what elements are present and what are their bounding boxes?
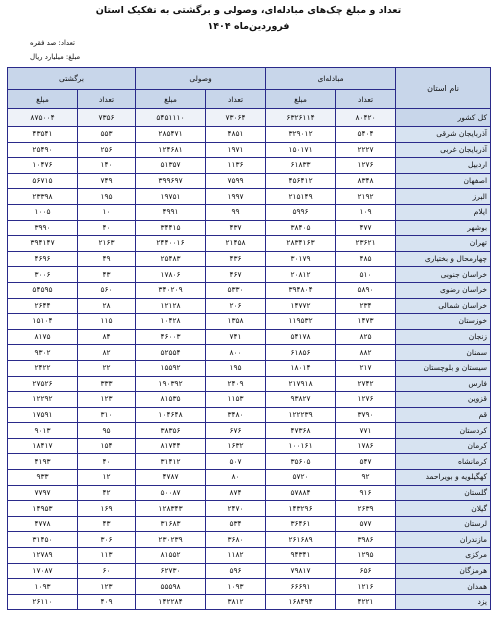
province-name: آذربایجان شرقی [396,127,491,143]
cell-co-a: ۵۰۰۸۷ [136,485,206,501]
cell-ex-c: ۲۱۷ [336,360,396,376]
cell-co-a: ۱۲۴۶۸۱ [136,142,206,158]
group-header-collected: وصولی [136,68,266,90]
cell-ex-c: ۳۹۸۶ [336,532,396,548]
cell-co-a: ۳۱۴۱۲ [136,454,206,470]
cell-re-c: ۷۴۹ [78,173,136,189]
cell-ex-c: ۱۰۹ [336,204,396,220]
cell-ex-c: ۷۷۱ [336,423,396,439]
cell-ex-c: ۱۲۹۵ [336,548,396,564]
province-name: اصفهان [396,173,491,189]
cell-ex-a: ۱۱۹۵۳۲ [266,314,336,330]
province-name: گلستان [396,485,491,501]
cell-co-a: ۴۷۸۷ [136,470,206,486]
table-row [8,220,491,236]
table-row [8,109,491,127]
cell-re-a: ۹۰۱۳ [8,423,78,439]
cell-ex-c: ۲۱۹۲ [336,189,396,205]
cell-re-c: ۱۰ [78,204,136,220]
cell-co-c: ۵۰۷ [206,454,266,470]
cell-co-a: ۲۸۵۴۷۱ [136,127,206,143]
cell-re-a: ۲۵۴۹۰ [8,142,78,158]
cell-co-c: ۸۰ [206,470,266,486]
cell-co-c: ۴۶۷ [206,267,266,283]
amount-unit-note: مبلغ: میلیارد ریال [30,53,81,61]
table-row [8,282,491,298]
cell-co-a: ۳۴۴۱۵ [136,220,206,236]
table-row [8,236,491,252]
province-name: کل کشور [396,109,491,127]
cell-re-a: ۱۷۵۹۱ [8,407,78,423]
cell-co-c: ۲۴۰۹ [206,376,266,392]
cell-re-c: ۳۳۳ [78,376,136,392]
cell-re-a: ۴۷۷۸ [8,516,78,532]
cell-co-a: ۱۰۴۲۸ [136,314,206,330]
table-row [8,454,491,470]
table-row [8,142,491,158]
cell-re-c: ۴۳ [78,267,136,283]
table-row [8,329,491,345]
cell-re-c: ۲۲ [78,360,136,376]
cell-ex-c: ۶۵۶ [336,563,396,579]
cell-co-c: ۱۰۹۳ [206,579,266,595]
amount-header: مبلغ [266,90,336,109]
cell-ex-c: ۵۴۷ [336,454,396,470]
cell-ex-c: ۳۷۹۰ [336,407,396,423]
province-header: نام استان [396,68,491,109]
table-row [8,423,491,439]
cell-ex-c: ۲۶۳۹ [336,501,396,517]
province-name: خراسان شمالی [396,298,491,314]
cell-co-a: ۵۴۵۱۱۱۰ [136,109,206,127]
cell-ex-c: ۲۳۶۲۱ [336,236,396,252]
cell-ex-c: ۸۰۴۲۰ [336,109,396,127]
cell-ex-c: ۲۷۴۲ [336,376,396,392]
cell-ex-a: ۱۰۰۱۶۱ [266,438,336,454]
cell-re-a: ۵۴۵۹۵ [8,282,78,298]
cell-re-c: ۳۰۶ [78,532,136,548]
cell-re-a: ۳۹۴۱۴۷ [8,236,78,252]
province-name: کرمانشاه [396,454,491,470]
cell-co-a: ۱۰۴۶۴۸ [136,407,206,423]
cell-co-a: ۴۶۰۰۳ [136,329,206,345]
cell-co-a: ۵۱۳۵۷ [136,158,206,174]
province-name: سیستان و بلوچستان [396,360,491,376]
cell-co-a: ۳۹۹۶۹۷ [136,173,206,189]
cell-re-a: ۲۳۳۹۸ [8,189,78,205]
province-name: قم [396,407,491,423]
cell-ex-a: ۶۱۸۳۳ [266,158,336,174]
cell-ex-a: ۲۸۳۴۱۶۳ [266,236,336,252]
cell-ex-a: ۱۲۲۲۳۹ [266,407,336,423]
table-row [8,594,491,610]
province-name: کرمان [396,438,491,454]
amount-header: مبلغ [8,90,78,109]
cell-co-a: ۲۴۴۰۰۱۶ [136,236,206,252]
cell-re-c: ۴۰ [78,220,136,236]
cell-co-a: ۱۹۰۳۹۲ [136,376,206,392]
cell-co-c: ۵۹۶ [206,563,266,579]
cell-co-c: ۲۴۷۰ [206,501,266,517]
cell-ex-a: ۶۶۶۹۱ [266,579,336,595]
cell-co-a: ۸۱۷۴۴ [136,438,206,454]
table-row [8,158,491,174]
cell-co-c: ۱۹۷۱ [206,142,266,158]
cell-co-a: ۶۲۷۳۰ [136,563,206,579]
cell-re-a: ۴۱۹۳ [8,454,78,470]
cell-ex-a: ۴۷۳۶۸ [266,423,336,439]
cell-co-a: ۳۱۶۸۳ [136,516,206,532]
cell-re-a: ۱۲۲۹۲ [8,392,78,408]
province-name: اردبیل [396,158,491,174]
amount-header: مبلغ [136,90,206,109]
cell-co-c: ۳۸۱۲ [206,594,266,610]
table-row [8,314,491,330]
cell-co-a: ۲۵۴۸۳ [136,251,206,267]
province-name: فارس [396,376,491,392]
group-header-row [8,68,491,90]
cell-ex-a: ۵۷۲۰ [266,470,336,486]
province-name: تهران [396,236,491,252]
cell-re-a: ۱۷۰۸۷ [8,563,78,579]
province-name: هرمزگان [396,563,491,579]
cell-co-c: ۷۵۹۹ [206,173,266,189]
cell-ex-a: ۱۸۰۱۴ [266,360,336,376]
cell-co-c: ۱۱۳۶ [206,158,266,174]
cell-co-a: ۱۷۸۰۶ [136,267,206,283]
title-line-1: تعداد و مبلغ چک‌های مبادله‌ای، وصولی و برگشتی به تفکیک استان [95,5,402,16]
province-name: مرکزی [396,548,491,564]
cell-re-c: ۴۹ [78,251,136,267]
table-row [8,501,491,517]
count-unit-note: تعداد: صد فقره [30,39,75,47]
cell-ex-a: ۱۴۷۷۲ [266,298,336,314]
cell-re-c: ۱۶۹ [78,501,136,517]
cell-ex-a: ۶۱۸۵۶ [266,345,336,361]
group-header-exchanged: مبادله‌ای [266,68,396,90]
table-body [8,109,491,610]
cell-co-c: ۳۴۸۰ [206,407,266,423]
cell-ex-a: ۱۵۰۱۷۱ [266,142,336,158]
cell-re-a: ۳۰۰۶ [8,267,78,283]
table-row [8,516,491,532]
table-row [8,563,491,579]
cell-ex-c: ۵۴۰۴ [336,127,396,143]
province-name: زنجان [396,329,491,345]
cell-re-a: ۱۸۴۱۷ [8,438,78,454]
cell-ex-a: ۱۴۳۲۹۶ [266,501,336,517]
cell-co-a: ۳۴۰۲۰۹ [136,282,206,298]
cell-co-a: ۸۱۵۳۵ [136,392,206,408]
cell-ex-a: ۳۰۱۷۹ [266,251,336,267]
cheques-table [7,67,491,610]
cell-re-c: ۶۰ [78,563,136,579]
cell-re-a: ۲۴۲۲ [8,360,78,376]
cell-ex-c: ۸۸۲ [336,345,396,361]
cell-co-c: ۵۳۳۰ [206,282,266,298]
cell-co-a: ۲۳۰۲۳۹ [136,532,206,548]
cell-re-c: ۱۴۰ [78,158,136,174]
table-row [8,470,491,486]
cell-ex-c: ۹۲ [336,470,396,486]
table-row [8,485,491,501]
province-name: لرستان [396,516,491,532]
cell-co-c: ۴۳۶ [206,251,266,267]
count-header: تعداد [78,90,136,109]
cell-re-a: ۹۳۰۲ [8,345,78,361]
cell-ex-c: ۴۸۵ [336,251,396,267]
province-name: کهگیلویه و بویراحمد [396,470,491,486]
cell-ex-a: ۷۹۸۱۷ [266,563,336,579]
cell-re-c: ۴۲ [78,485,136,501]
cell-re-c: ۵۵۳ [78,127,136,143]
cell-co-a: ۱۲۱۲۸ [136,298,206,314]
cell-re-c: ۱۲ [78,470,136,486]
cell-co-c: ۷۳۰۶۴ [206,109,266,127]
cell-co-c: ۱۱۵۳ [206,392,266,408]
cell-co-c: ۱۹۹۷ [206,189,266,205]
cell-re-a: ۵۶۷۱۵ [8,173,78,189]
cell-co-a: ۳۸۳۵۶ [136,423,206,439]
table-row [8,548,491,564]
cell-ex-a: ۵۹۹۶ [266,204,336,220]
cell-re-a: ۱۴۹۵۳ [8,501,78,517]
table-row [8,376,491,392]
table-row [8,251,491,267]
province-name: بوشهر [396,220,491,236]
province-name: چهارمحال و بختیاری [396,251,491,267]
cell-ex-c: ۱۴۷۳ [336,314,396,330]
table-row [8,407,491,423]
cell-co-c: ۴۳۷ [206,220,266,236]
cell-co-a: ۵۵۵۹۸ [136,579,206,595]
cell-re-a: ۱۵۱۰۴ [8,314,78,330]
cell-co-c: ۳۶۸۰ [206,532,266,548]
cell-ex-c: ۹۱۶ [336,485,396,501]
cell-co-c: ۱۱۸۲ [206,548,266,564]
table-row [8,204,491,220]
count-header: تعداد [206,90,266,109]
province-name: سمنان [396,345,491,361]
cell-re-c: ۸۲ [78,345,136,361]
cell-re-c: ۴۰۹ [78,594,136,610]
cell-co-c: ۸۰۰ [206,345,266,361]
cell-re-a: ۲۶۱۱۰ [8,594,78,610]
cell-co-c: ۶۷۶ [206,423,266,439]
cell-re-a: ۷۷۹۷ [8,485,78,501]
cell-co-a: ۱۴۲۲۸۴ [136,594,206,610]
cell-ex-a: ۲۰۸۱۲ [266,267,336,283]
cell-co-a: ۱۵۵۹۲ [136,360,206,376]
cell-ex-a: ۲۱۵۱۴۹ [266,189,336,205]
cell-re-c: ۸۴ [78,329,136,345]
table-row [8,127,491,143]
province-name: ایلام [396,204,491,220]
province-name: خراسان جنوبی [396,267,491,283]
cell-re-c: ۵۶۰ [78,282,136,298]
province-name: خراسان رضوی [396,282,491,298]
cell-re-c: ۳۱۰ [78,407,136,423]
title-line-2: فروردین‌ماه ۱۴۰۴ [207,21,290,32]
cell-co-c: ۲۰۶ [206,298,266,314]
province-name: کردستان [396,423,491,439]
cell-re-c: ۱۲۳ [78,392,136,408]
cell-ex-a: ۲۶۱۶۸۹ [266,532,336,548]
table-row [8,298,491,314]
cell-re-a: ۱۲۷۸۹ [8,548,78,564]
cell-ex-a: ۳۸۴۰۵ [266,220,336,236]
table-row [8,173,491,189]
province-name: مازندران [396,532,491,548]
cell-ex-a: ۳۲۹۰۱۲ [266,127,336,143]
province-name: البرز [396,189,491,205]
table-row [8,532,491,548]
cell-ex-c: ۵۱۰ [336,267,396,283]
cell-re-c: ۷۳۵۶ [78,109,136,127]
cell-ex-c: ۱۲۱۶ [336,579,396,595]
cell-ex-a: ۲۱۷۹۱۸ [266,376,336,392]
cell-re-a: ۳۹۹۰ [8,220,78,236]
cell-ex-a: ۹۳۸۲۷ [266,392,336,408]
cell-ex-c: ۵۸۹۰ [336,282,396,298]
cell-ex-c: ۴۲۲۱ [336,594,396,610]
cell-ex-a: ۴۵۶۴۱۲ [266,173,336,189]
group-header-returned: برگشتی [8,68,136,90]
cell-co-c: ۹۹ [206,204,266,220]
province-name: آذربایجان غربی [396,142,491,158]
cell-ex-c: ۸۲۵ [336,329,396,345]
unit-notes [30,36,150,64]
cell-co-c: ۵۳۴ [206,516,266,532]
cell-re-c: ۲۸ [78,298,136,314]
cell-re-c: ۴۰ [78,454,136,470]
cell-co-c: ۱۹۵ [206,360,266,376]
cell-ex-a: ۳۵۶۰۵ [266,454,336,470]
cell-co-a: ۱۲۸۳۴۳ [136,501,206,517]
cell-ex-a: ۱۶۸۴۹۴ [266,594,336,610]
cell-ex-a: ۹۴۳۴۱ [266,548,336,564]
cell-re-a: ۸۷۵۰۰۴ [8,109,78,127]
table-row [8,189,491,205]
cell-re-c: ۲۱۶۳ [78,236,136,252]
table-row [8,360,491,376]
cell-ex-c: ۵۷۷ [336,516,396,532]
cell-re-a: ۴۶۹۶ [8,251,78,267]
cell-ex-c: ۸۳۴۸ [336,173,396,189]
cell-ex-c: ۱۷۸۶ [336,438,396,454]
province-name: همدان [396,579,491,595]
cell-co-a: ۸۱۵۵۲ [136,548,206,564]
cell-co-a: ۱۹۷۵۱ [136,189,206,205]
cell-ex-c: ۲۳۴ [336,298,396,314]
cell-re-c: ۴۳ [78,516,136,532]
cell-re-c: ۱۲۳ [78,579,136,595]
cell-ex-a: ۵۴۱۷۸ [266,329,336,345]
cell-ex-c: ۲۲۲۷ [336,142,396,158]
cell-ex-a: ۵۷۸۸۴ [266,485,336,501]
cell-re-c: ۱۱۳ [78,548,136,564]
table-row [8,579,491,595]
cell-co-c: ۸۷۴ [206,485,266,501]
cell-re-c: ۱۵۴ [78,438,136,454]
cell-ex-c: ۱۲۷۶ [336,158,396,174]
cell-co-c: ۴۸۵۱ [206,127,266,143]
cell-ex-c: ۱۲۷۶ [336,392,396,408]
cell-re-c: ۹۵ [78,423,136,439]
table-row [8,438,491,454]
report-title [0,3,497,35]
cell-re-c: ۲۵۶ [78,142,136,158]
province-name: گیلان [396,501,491,517]
table-row [8,267,491,283]
cell-ex-c: ۴۷۷ [336,220,396,236]
cell-re-a: ۱۰۰۵ [8,204,78,220]
cell-co-c: ۱۶۳۲ [206,438,266,454]
cell-re-c: ۱۹۵ [78,189,136,205]
cell-re-a: ۹۳۳ [8,470,78,486]
province-name: یزد [396,594,491,610]
cell-re-a: ۸۱۷۵ [8,329,78,345]
province-name: خوزستان [396,314,491,330]
table-row [8,345,491,361]
cell-re-a: ۲۷۵۲۶ [8,376,78,392]
cell-co-a: ۵۲۵۵۴ [136,345,206,361]
province-name: قزوین [396,392,491,408]
cell-re-a: ۱۰۹۳ [8,579,78,595]
cell-ex-a: ۶۳۲۶۱۱۴ [266,109,336,127]
table-row [8,392,491,408]
cell-co-c: ۲۱۴۵۸ [206,236,266,252]
cell-re-a: ۲۶۴۴ [8,298,78,314]
cell-re-a: ۱۰۴۷۶ [8,158,78,174]
cell-co-a: ۴۹۹۱ [136,204,206,220]
cell-re-a: ۳۱۴۵۰ [8,532,78,548]
cell-co-c: ۱۳۵۸ [206,314,266,330]
count-header: تعداد [336,90,396,109]
cell-re-a: ۴۳۵۴۱ [8,127,78,143]
cell-ex-a: ۳۹۴۸۰۴ [266,282,336,298]
cell-re-c: ۱۱۵ [78,314,136,330]
cell-ex-a: ۳۶۴۶۱ [266,516,336,532]
cell-co-c: ۷۴۱ [206,329,266,345]
